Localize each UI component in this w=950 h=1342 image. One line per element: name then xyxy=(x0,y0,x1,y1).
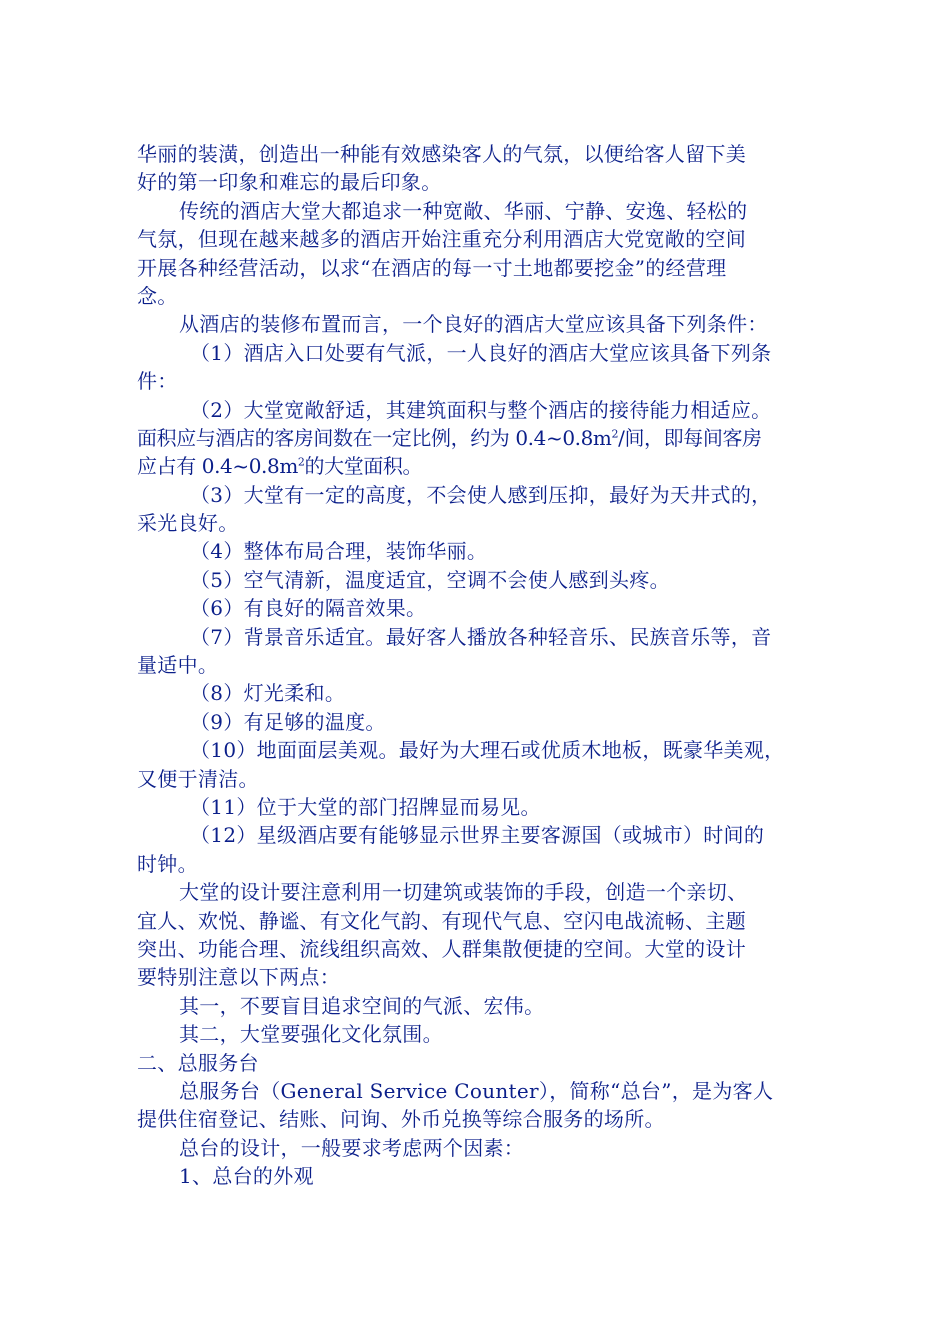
text-line: 应占有 $0.4\sim 0.8m^2$的大堂面积。 xyxy=(137,454,423,479)
list-item: （3）大堂有一定的高度，不会使人感到压抑，最好为天井式的， xyxy=(190,482,772,507)
text-line: 采光良好。 xyxy=(137,511,239,536)
text-line: 气氛，但现在越来越多的酒店开始注重充分利用酒店大党宽敞的空间 xyxy=(137,227,746,252)
subsection-heading: 1、总台的外观 xyxy=(179,1164,314,1189)
paragraph-start: 其二，大堂要强化文化氛围。 xyxy=(179,1022,443,1047)
paragraph-start: 其一，不要盲目追求空间的气派、宏伟。 xyxy=(179,993,545,1018)
text-line: 华丽的装潢，创造出一种能有效感染客人的气氛，以便给客人留下美 xyxy=(137,142,746,166)
text-line: 突出、功能合理、流线组织高效、人群集散便捷的空间。大堂的设计 xyxy=(137,936,746,961)
paragraph-start: 传统的酒店大堂大都追求一种宽敞、华丽、宁静、安逸、轻松的 xyxy=(179,198,748,223)
paragraph-start: 总服务台（General Service Counter），简称“总台”，是为客人 xyxy=(179,1078,774,1103)
list-item: （8）灯光柔和。 xyxy=(190,681,346,706)
text-line: 开展各种经营活动，以求“在酒店的每一寸土地都要挖金”的经营理 xyxy=(137,255,727,280)
list-item: （5）空气清新，温度适宜，空调不会使人感到头疼。 xyxy=(190,567,670,592)
text-line: 又便于清洁。 xyxy=(137,766,259,791)
text-line: 面积应与酒店的客房间数在一定比例，约为 $0.4\sim 0.8m^2/$间，即每间客房 xyxy=(137,425,762,450)
section-heading: 二、总服务台 xyxy=(137,1050,259,1075)
list-item: （12）星级酒店要有能够显示世界主要客源国（或城市）时间的 xyxy=(190,823,765,848)
list-item: （6）有良好的隔音效果。 xyxy=(190,596,427,621)
paragraph-start: 大堂的设计要注意利用一切建筑或装饰的手段，创造一个亲切、 xyxy=(179,880,748,905)
list-item: （10）地面面层美观。最好为大理石或优质木地板，既豪华美观， xyxy=(190,738,785,763)
text-line: 量适中。 xyxy=(137,653,219,678)
text-line: 宜人、欢悦、静谧、有文化气韵、有现代气息、空闪电战流畅、主题 xyxy=(137,908,746,933)
text-line: 要特别注意以下两点： xyxy=(137,965,340,990)
list-item: （9）有足够的温度。 xyxy=(190,709,386,734)
paragraph-start: 总台的设计，一般要求考虑两个因素： xyxy=(179,1135,525,1160)
document-page xyxy=(137,140,827,1190)
list-item: （2）大堂宽敞舒适，其建筑面积与整个酒店的接待能力相适应。 xyxy=(190,397,772,422)
list-item: （4）整体布局合理，装饰华丽。 xyxy=(190,539,488,564)
text-line: 念。 xyxy=(137,283,178,308)
paragraph-start: 从酒店的装修布置而言，一个良好的酒店大堂应该具备下列条件： xyxy=(179,312,768,337)
text-line: 提供住宿登记、结账、问询、外币兑换等综合服务的场所。 xyxy=(137,1107,665,1132)
text-line: 好的第一印象和难忘的最后印象。 xyxy=(137,170,442,195)
list-item: （7）背景音乐适宜。最好客人播放各种轻音乐、民族音乐等，音 xyxy=(190,624,772,649)
list-item: （1）酒店入口处要有气派，一人良好的酒店大堂应该具备下列条 xyxy=(190,340,772,365)
text-line: 时钟。 xyxy=(137,851,198,876)
list-item: （11）位于大堂的部门招牌显而易见。 xyxy=(190,794,541,819)
text-line: 件： xyxy=(137,369,178,394)
